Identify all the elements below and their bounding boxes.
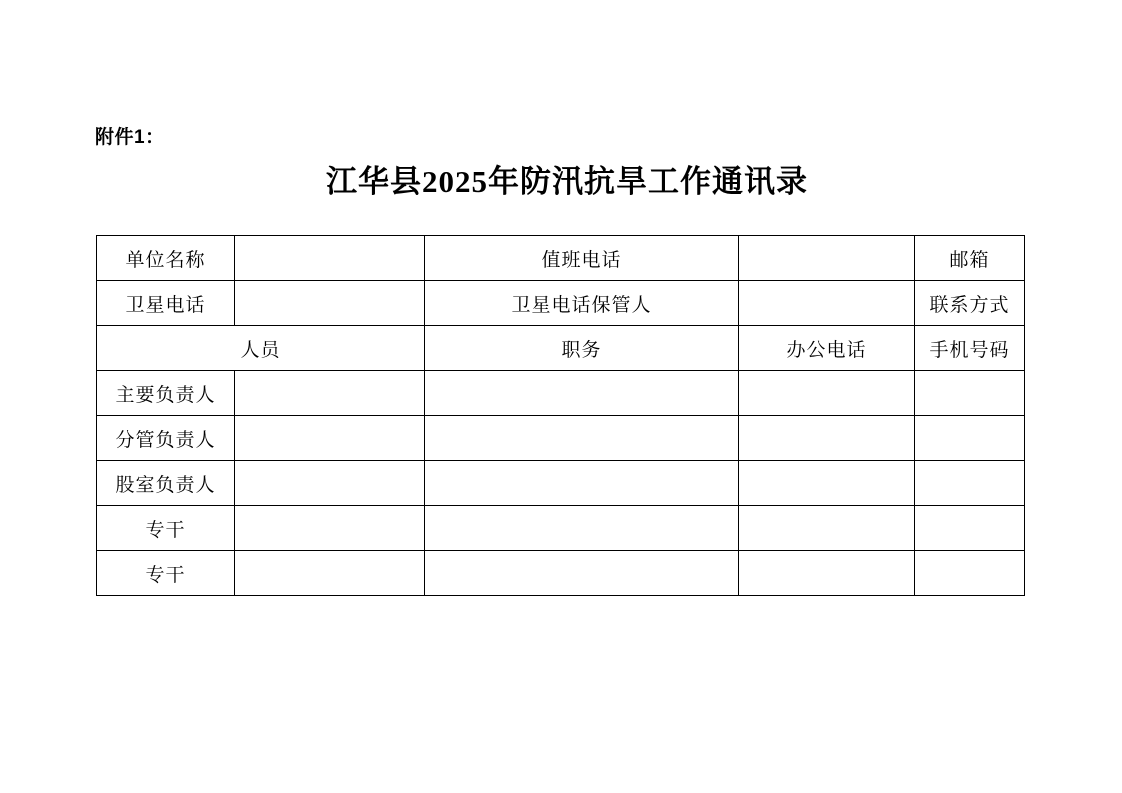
column-header-office-phone: 办公电话 xyxy=(739,326,915,371)
table-row xyxy=(97,461,1025,506)
column-header-personnel: 人员 xyxy=(97,326,425,371)
field-deputy-officer-name[interactable] xyxy=(235,416,425,461)
label-specialist-1: 专干 xyxy=(97,506,235,551)
label-duty-phone: 值班电话 xyxy=(425,236,739,281)
field-section-officer-office-phone[interactable] xyxy=(739,461,915,506)
label-satellite-phone: 卫星电话 xyxy=(97,281,235,326)
label-satellite-keeper: 卫星电话保管人 xyxy=(425,281,739,326)
field-chief-officer-mobile[interactable] xyxy=(915,371,1025,416)
table-header-row xyxy=(97,326,1025,371)
field-specialist-2-position[interactable] xyxy=(425,551,739,596)
page-title: 江华县2025年防汛抗旱工作通讯录 xyxy=(326,164,808,199)
field-section-officer-position[interactable] xyxy=(425,461,739,506)
label-deputy-officer: 分管负责人 xyxy=(97,416,235,461)
field-satellite-keeper[interactable] xyxy=(739,281,915,326)
field-specialist-2-office-phone[interactable] xyxy=(739,551,915,596)
field-specialist-1-position[interactable] xyxy=(425,506,739,551)
field-deputy-officer-office-phone[interactable] xyxy=(739,416,915,461)
field-section-officer-name[interactable] xyxy=(235,461,425,506)
label-specialist-2: 专干 xyxy=(97,551,235,596)
field-unit-name[interactable] xyxy=(235,236,425,281)
table-row xyxy=(97,506,1025,551)
label-unit-name: 单位名称 xyxy=(97,236,235,281)
label-chief-officer: 主要负责人 xyxy=(97,371,235,416)
label-section-officer: 股室负责人 xyxy=(97,461,235,506)
contact-table xyxy=(96,235,1025,596)
field-specialist-1-mobile[interactable] xyxy=(915,506,1025,551)
field-deputy-officer-mobile[interactable] xyxy=(915,416,1025,461)
column-header-position: 职务 xyxy=(425,326,739,371)
field-chief-officer-office-phone[interactable] xyxy=(739,371,915,416)
label-email: 邮箱 xyxy=(915,236,1025,281)
table-row xyxy=(97,551,1025,596)
field-section-officer-mobile[interactable] xyxy=(915,461,1025,506)
contact-table-wrapper xyxy=(96,235,1024,596)
field-satellite-phone[interactable] xyxy=(235,281,425,326)
table-row xyxy=(97,416,1025,461)
field-chief-officer-name[interactable] xyxy=(235,371,425,416)
field-chief-officer-position[interactable] xyxy=(425,371,739,416)
attachment-label: 附件1： xyxy=(95,127,165,148)
field-specialist-1-name[interactable] xyxy=(235,506,425,551)
table-row xyxy=(97,281,1025,326)
table-row xyxy=(97,371,1025,416)
column-header-mobile-number: 手机号码 xyxy=(915,326,1025,371)
table-row xyxy=(97,236,1025,281)
field-specialist-2-name[interactable] xyxy=(235,551,425,596)
field-deputy-officer-position[interactable] xyxy=(425,416,739,461)
field-specialist-2-mobile[interactable] xyxy=(915,551,1025,596)
label-contact-method: 联系方式 xyxy=(915,281,1025,326)
field-duty-phone[interactable] xyxy=(739,236,915,281)
field-specialist-1-office-phone[interactable] xyxy=(739,506,915,551)
